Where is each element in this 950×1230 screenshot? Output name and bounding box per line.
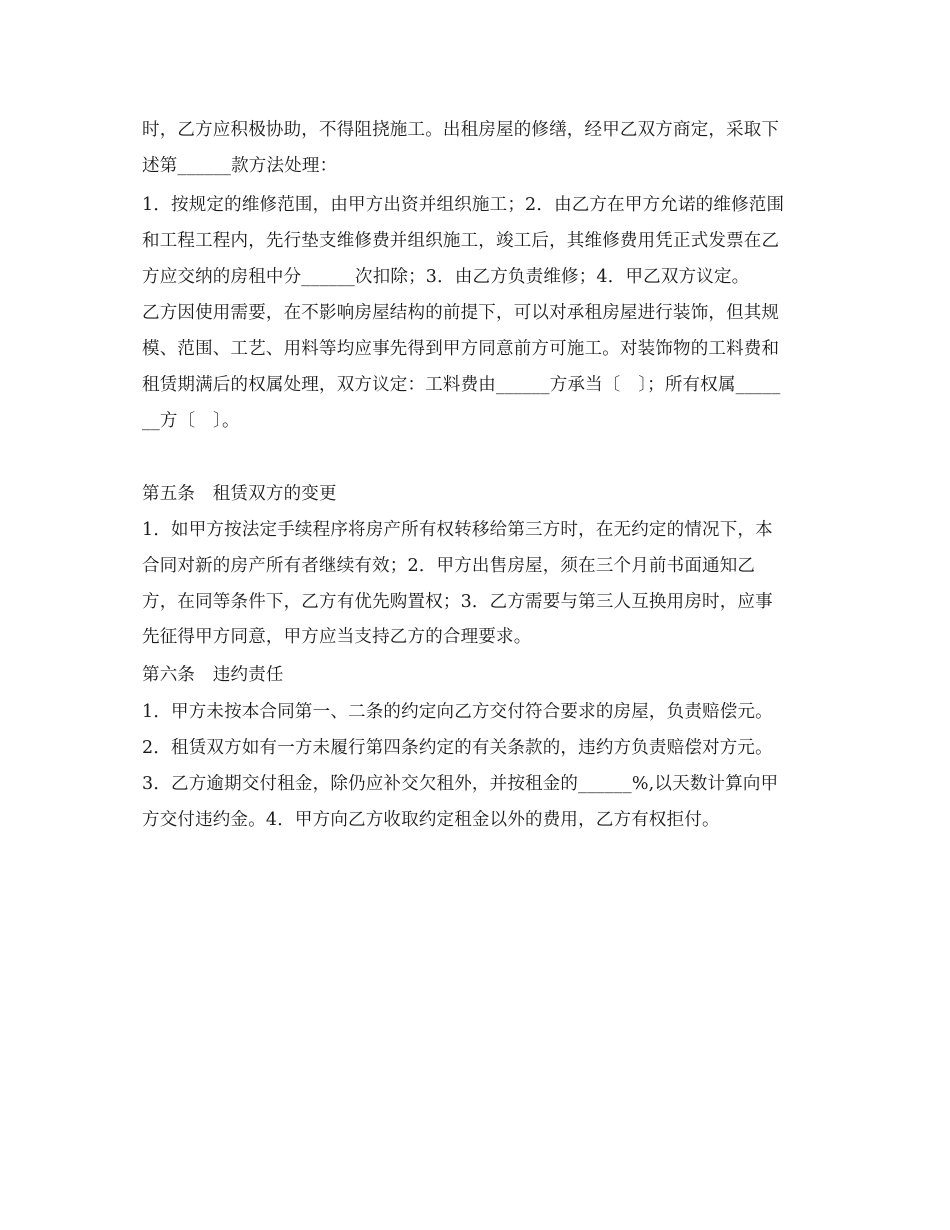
text-line: 2．租赁双方如有一方未履行第四条约定的有关条款的，违约方负责赔偿对方元。 <box>142 738 773 758</box>
text-line: 方交付违约金。4．甲方向乙方收取约定租金以外的费用，乙方有权拒付。 <box>142 810 720 830</box>
text-line: 租赁期满后的权属处理，双方议定：工料费由______方承当〔 〕；所有权属_____ <box>142 375 781 395</box>
text-line: 时，乙方应积极协助，不得阻挠施工。出租房屋的修缮，经甲乙双方商定，采取下 <box>142 120 780 140</box>
text-line: 合同对新的房产所有者继续有效；2．甲方出售房屋，须在三个月前书面通知乙 <box>142 556 756 576</box>
text-line: 方应交纳的房租中分______次扣除；3．由乙方负责维修；4．甲乙双方议定。 <box>142 267 750 287</box>
text-line: 先征得甲方同意，甲方应当支持乙方的合理要求。 <box>142 627 532 647</box>
text-line: 1．甲方未按本合同第一、二条的约定向乙方交付符合要求的房屋，负责赔偿元。 <box>142 702 773 722</box>
text-line: 1．按规定的维修范围，由甲方出资并组织施工；2．由乙方在甲方允诺的维修范围 <box>142 195 785 215</box>
text-line: 方，在同等条件下，乙方有优先购置权；3．乙方需要与第三人互换用房时，应事 <box>142 592 773 612</box>
text-line: 述第______款方法处理： <box>142 156 338 176</box>
section-heading: 第五条 租赁双方的变更 <box>142 484 337 504</box>
text-line: 模、范围、工艺、用料等均应事先得到甲方同意前方可施工。对装饰物的工料费和 <box>142 339 780 359</box>
text-line: 1．如甲方按法定手续程序将房产所有权转移给第三方时，在无约定的情况下，本 <box>142 520 773 540</box>
text-line: __方〔 〕。 <box>142 411 240 431</box>
text-line: 乙方因使用需要，在不影响房屋结构的前提下，可以对承租房屋进行装饰，但其规 <box>142 303 780 323</box>
text-line: 和工程工程内，先行垫支维修费并组织施工，竣工后，其维修费用凭正式发票在乙 <box>142 231 780 251</box>
text-line: 3．乙方逾期交付租金，除仍应补交欠租外，并按租金的______%,以天数计算向甲 <box>142 774 779 794</box>
section-heading: 第六条 违约责任 <box>142 665 284 685</box>
